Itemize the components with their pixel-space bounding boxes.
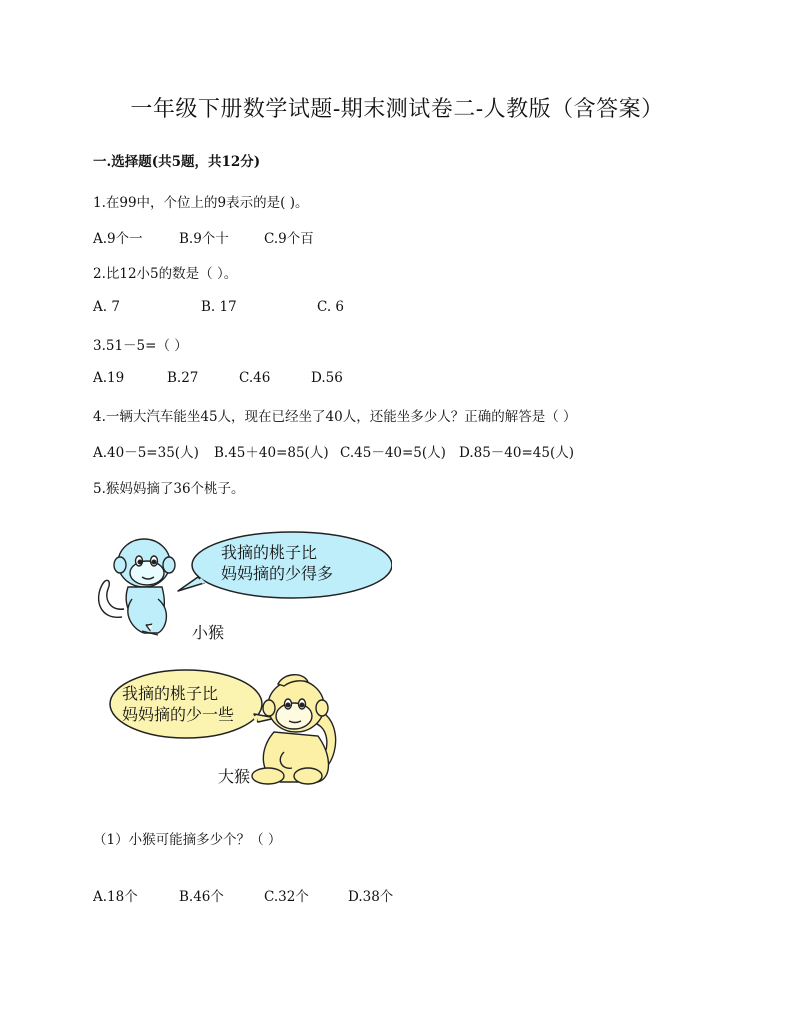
- small-monkey-speech: [221, 542, 333, 584]
- option-c: C. 6: [317, 299, 345, 315]
- option-a: A. 7: [93, 299, 120, 315]
- subquestion-options: [93, 885, 393, 905]
- big-monkey-label: 大猴: [218, 767, 251, 786]
- speech-line-1: 我摘的桃子比: [221, 543, 318, 562]
- question-2-options: [93, 299, 344, 315]
- speech-line-1: 我摘的桃子比: [122, 684, 219, 703]
- section-heading: 一.选择题(共5题，共12分): [93, 154, 261, 170]
- option-b: B.27: [167, 370, 199, 386]
- option-c: C.45－40=5(人): [340, 445, 446, 461]
- option-c: C.46: [239, 370, 271, 386]
- option-d: D.38个: [348, 889, 394, 905]
- speech-line-2: 妈妈摘的少一些: [122, 705, 235, 724]
- subquestion-stem: （1）小猴可能摘多少个？（ ）: [93, 832, 282, 848]
- option-b: B.45＋40=85(人): [214, 445, 329, 461]
- option-a: A.18个: [93, 889, 138, 905]
- question-3-options: [93, 370, 343, 386]
- speech-line-2: 妈妈摘的少得多: [221, 564, 334, 583]
- question-4-options: [93, 441, 574, 461]
- option-d: D.56: [311, 370, 343, 386]
- option-a: A.9个一: [93, 231, 143, 247]
- small-monkey-label: 小猴: [192, 623, 225, 642]
- option-b: B.46个: [179, 889, 224, 905]
- option-a: A.19: [93, 370, 125, 386]
- option-b: B. 17: [201, 299, 237, 315]
- question-1-options: [93, 227, 314, 247]
- question-1-stem: 1.在99中，个位上的9表示的是( )。: [93, 195, 309, 211]
- document-title: 一年级下册数学试题-期末测试卷二-人教版（含答案）: [130, 97, 664, 122]
- big-monkey-speech: [122, 683, 234, 725]
- small-monkey-icon: [99, 539, 175, 635]
- question-2-stem: 2.比12小5的数是（ ）。: [93, 266, 238, 282]
- big-monkey-icon: [252, 675, 336, 784]
- option-a: A.40－5=35(人): [93, 445, 199, 461]
- option-c: C.32个: [264, 889, 309, 905]
- option-d: D.85－40=45(人): [459, 445, 575, 461]
- question-5-stem: 5.猴妈妈摘了36个桃子。: [93, 481, 245, 497]
- option-c: C.9个百: [264, 231, 314, 247]
- question-3-stem: 3.51－5=（ ）: [93, 338, 188, 354]
- option-b: B.9个十: [179, 231, 229, 247]
- question-4-stem: 4.一辆大汽车能坐45人，现在已经坐了40人，还能坐多少人？正确的解答是（ ）: [93, 409, 577, 425]
